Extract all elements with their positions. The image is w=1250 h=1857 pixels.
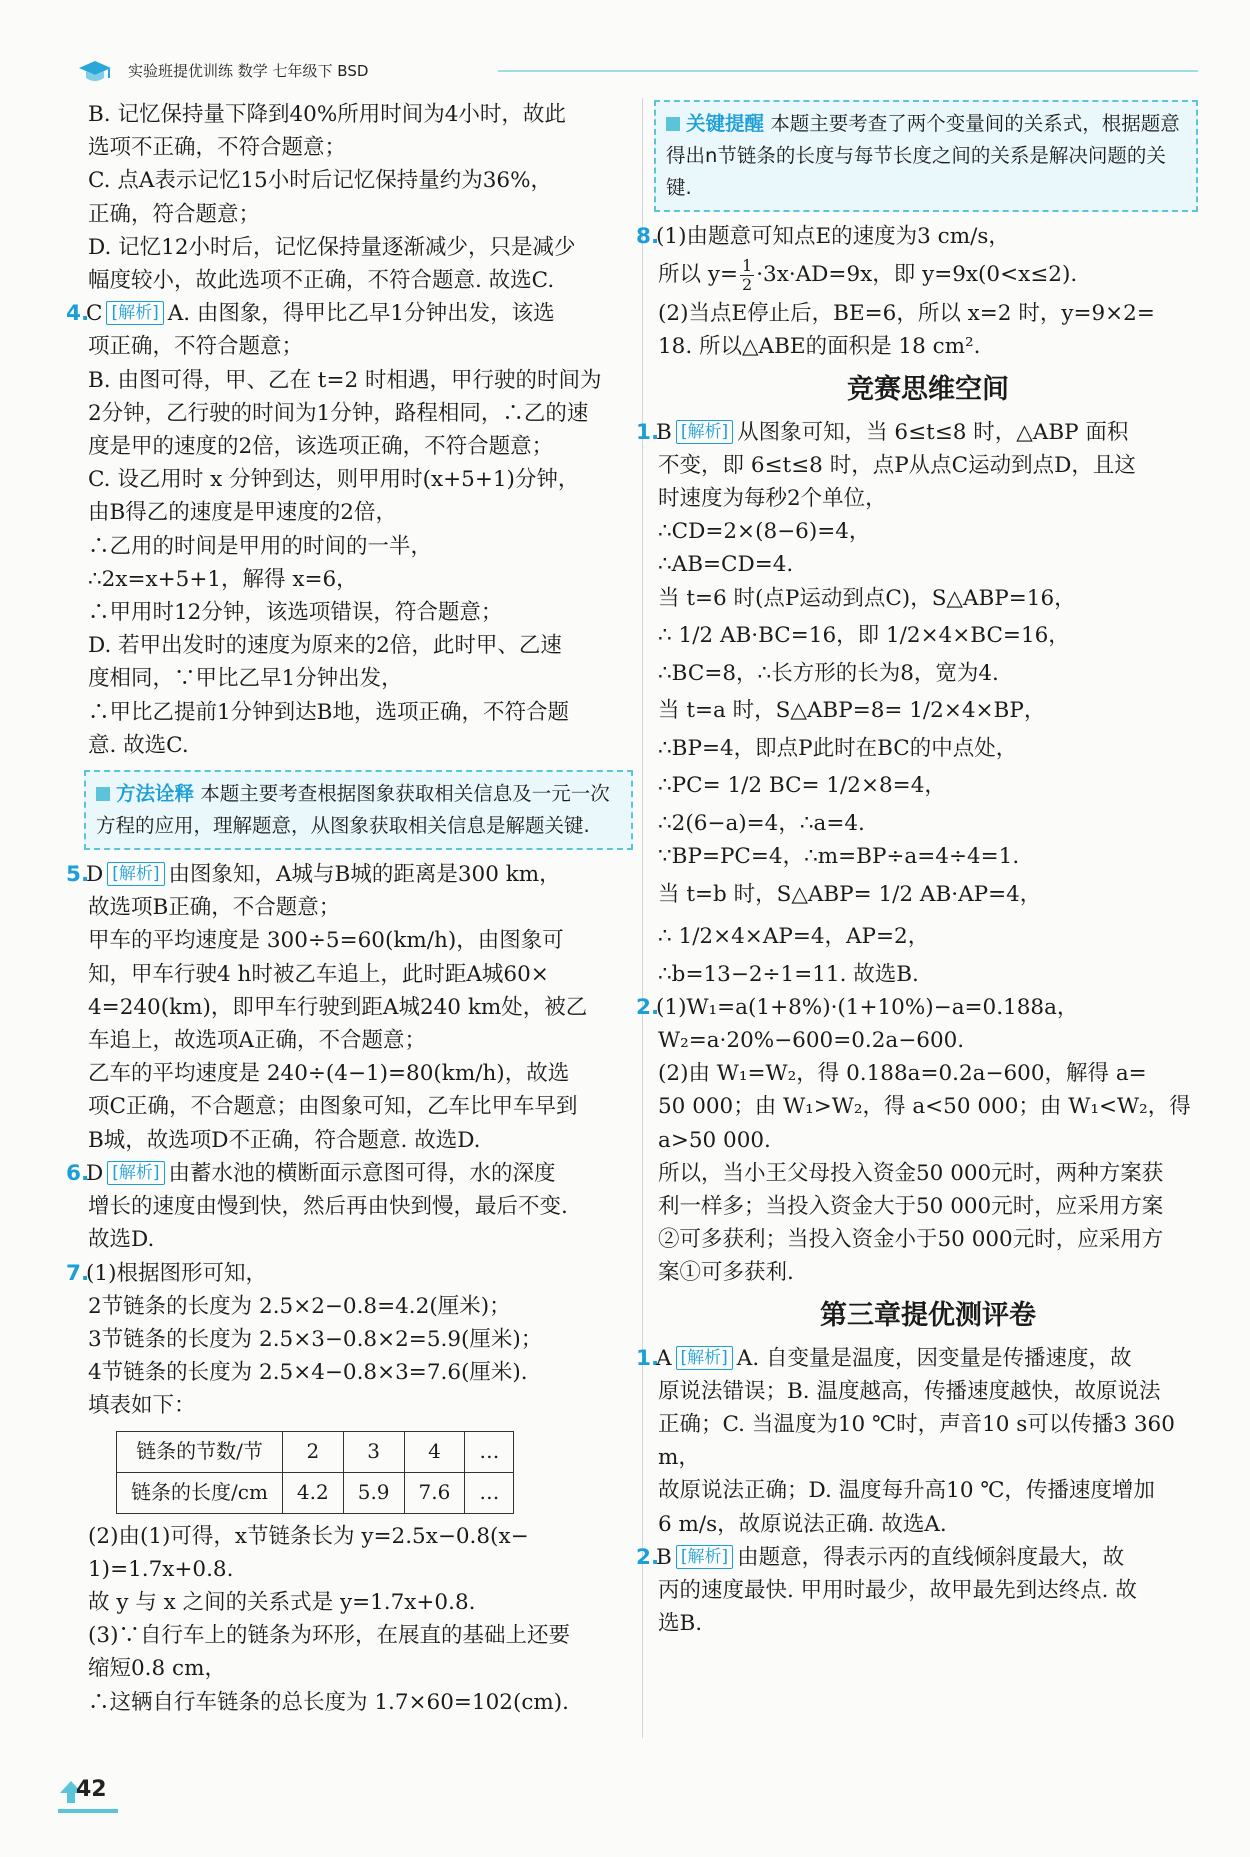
answer-letter: A: [656, 1345, 672, 1371]
formula-suffix: ·3x·AD=9x，即 y=9x(0<x≤2).: [756, 262, 1078, 288]
analysis-tag: [解析]: [106, 301, 163, 325]
test-question-2: [636, 1541, 1198, 1641]
text-line: ∴ 1/2×4×AP=4，AP=2，: [658, 923, 930, 949]
q4-first-line: [66, 297, 633, 330]
q8-formula-line: [658, 253, 1198, 297]
text-line: 当 t=b 时，S△ABP= 1/2 AB·AP=4，: [658, 881, 1042, 907]
text-line: 不变，即 6≤t≤8 时，点P从点C运动到点D，且这: [658, 452, 1136, 478]
question-6: [66, 1157, 633, 1257]
table-cell: 5.9: [343, 1472, 404, 1513]
test-question-1: [636, 1342, 1198, 1541]
question-8: [636, 220, 1198, 364]
table-header-cell: 链条的长度/cm: [117, 1472, 283, 1513]
text-line: D. 记忆12小时后，记忆保持量逐渐减少，只是减少: [88, 234, 576, 260]
q8-first-line: [636, 220, 1198, 253]
q5-first-line: [66, 858, 633, 891]
tip-label: 方法诠释: [116, 782, 195, 806]
tip-text: 本题主要考查了两个变量间的关系式，根据题意得出n节链条的长度与每节长度之间的关系是解决问题的关键.: [666, 112, 1180, 199]
text-line: A. 由图象，得甲比乙早1分钟出发，该选: [167, 301, 555, 327]
text-line: 由蓄水池的横断面示意图可得，水的深度: [168, 1160, 556, 1186]
question-5: [66, 858, 633, 1157]
text-line: 4=240(km)，即甲车行驶到距A城240 km处，被乙: [88, 994, 588, 1020]
q7-first-line: [66, 1257, 633, 1290]
text-line: 意. 故选C.: [88, 732, 189, 758]
text-line: D. 若甲出发时的速度为原来的2倍，此时甲、乙速: [88, 633, 562, 659]
text-line: 选项不正确，不符合题意；: [88, 135, 347, 161]
book-title: 实验班提优训练 数学 七年级下 BSD: [128, 62, 369, 80]
t2-first-line: [636, 1541, 1198, 1574]
text-line: 故选D.: [88, 1227, 155, 1253]
text-line: 4节链条的长度为 2.5×4−0.8×3=7.6(厘米).: [88, 1360, 528, 1386]
text-line: ∵BP=PC=4，∴m=BP÷a=4÷4=1.: [658, 844, 1020, 870]
text-line: 故选项B正确，不合题意；: [88, 895, 341, 921]
text-line: (2)当点E停止后，BE=6，所以 x=2 时，y=9×2=: [658, 301, 1155, 327]
question-7: [66, 1257, 633, 1719]
q6-first-line: [66, 1157, 633, 1190]
text-line: 利一样多；当投入资金大于50 000元时，应采用方案: [658, 1194, 1164, 1220]
footer-bar: [58, 1809, 118, 1813]
question-number: 7.: [66, 1260, 90, 1286]
text-line: 正确，符合题意；: [88, 201, 261, 227]
text-line: 50 000；由 W₁>W₂，得 a<50 000；由 W₁<W₂，得: [658, 1094, 1191, 1120]
c2-first-line: [636, 991, 1198, 1024]
text-line: C. 点A表示记忆15小时后记忆保持量约为36%，: [88, 168, 553, 194]
text-line: 从图象可知，当 6≤t≤8 时，△ABP 面积: [737, 419, 1129, 445]
table-row: [117, 1431, 514, 1472]
text-line: (1)由题意可知点E的速度为3 cm/s，: [656, 224, 1010, 249]
text-line: 故原说法正确；D. 温度每升高10 ℃，传播速度增加: [658, 1478, 1155, 1504]
text-line: (3)∵自行车上的链条为环形，在展直的基础上还要: [88, 1623, 570, 1649]
column-divider: [642, 98, 643, 1738]
section-title: 竞赛思维空间: [847, 373, 1009, 405]
tip-square-icon: [666, 117, 680, 131]
table-cell: 4.2: [282, 1472, 343, 1513]
chain-table: [116, 1431, 514, 1514]
question-number: 8.: [636, 224, 660, 249]
method-tip-box: [84, 770, 633, 850]
text-line: 所以，当小王父母投入资金50 000元时，两种方案获: [658, 1160, 1164, 1186]
text-line: 增长的速度由慢到快，然后再由快到慢，最后不变.: [88, 1194, 568, 1220]
text-line: C. 设乙用时 x 分钟到达，则甲用时(x+5+1)分钟，: [88, 467, 580, 493]
competition-question-1: [636, 416, 1198, 991]
competition-question-2: [636, 991, 1198, 1290]
text-line: ②可多获利；当投入资金小于50 000元时，应采用方: [658, 1227, 1164, 1253]
text-line: 6 m/s，故原说法正确. 故选A.: [658, 1511, 947, 1537]
text-line: A. 自变量是温度，因变量是传播速度，故: [736, 1345, 1132, 1371]
text-line: 缩短0.8 cm，: [88, 1656, 226, 1682]
text-line: (2)由(1)可得，x节链条长为 y=2.5x−0.8(x−: [88, 1523, 529, 1549]
text-line: 18. 所以△ABE的面积是 18 cm².: [658, 334, 981, 360]
text-line: ∴乙用的时间是甲用的时间的一半，: [88, 533, 433, 559]
text-line: 当 t=6 时(点P运动到点C)，S△ABP=16，: [658, 585, 1076, 611]
text-line: 当 t=a 时，S△ABP=8= 1/2×4×BP，: [658, 698, 1046, 724]
text-line: ∴这辆自行车链条的总长度为 1.7×60=102(cm).: [88, 1689, 569, 1715]
table-header-cell: 链条的节数/节: [117, 1431, 283, 1472]
text-line: W₂=a·20%−600=0.2a−600.: [658, 1028, 965, 1054]
fraction: [740, 257, 754, 294]
text-line: 选B.: [658, 1611, 703, 1637]
c1-first-line: [636, 416, 1198, 449]
formula-prefix: 所以 y=: [658, 262, 738, 288]
text-line: 甲车的平均速度是 300÷5=60(km/h)，由图象可: [88, 928, 564, 954]
fraction-denominator: 2: [742, 274, 753, 294]
fraction-numerator: 1: [742, 255, 753, 275]
page-footer: [58, 1777, 138, 1817]
page-header: [78, 58, 1198, 88]
analysis-tag: [解析]: [676, 1346, 733, 1370]
text-line: ∴CD=2×(8−6)=4，: [658, 519, 871, 545]
question-number: 2.: [636, 1544, 660, 1570]
q3-continuation: [88, 98, 633, 297]
text-line: 车追上，故选项A正确，不合题意；: [88, 1028, 427, 1054]
header-rule: [498, 70, 1198, 72]
text-line: 1)=1.7x+0.8.: [88, 1556, 234, 1582]
text-line: 由图象知，A城与B城的距离是300 km，: [168, 862, 561, 888]
question-number: 1.: [636, 1345, 660, 1371]
text-line: ∴ 1/2 AB·BC=16，即 1/2×4×BC=16，: [658, 622, 1070, 648]
text-line: ∴BP=4，即点P此时在BC的中点处，: [658, 736, 1018, 762]
text-line: 项C正确，不合题意；由图象可知，乙车比甲车早到: [88, 1094, 578, 1120]
text-line: 案①可多获利.: [658, 1260, 794, 1286]
question-number: 6.: [66, 1160, 90, 1186]
table-cell: 4: [404, 1431, 465, 1472]
analysis-tag: [解析]: [107, 862, 164, 886]
text-line: ∴BC=8，∴长方形的长为8，宽为4.: [658, 660, 999, 686]
text-line: ∴PC= 1/2 BC= 1/2×8=4，: [658, 773, 946, 799]
key-tip-box: [654, 100, 1198, 212]
text-line: (2)由 W₁=W₂，得 0.188a=0.2a−600，解得 a=: [658, 1061, 1147, 1087]
answer-letter: B: [656, 1544, 672, 1570]
table-row: [117, 1472, 514, 1513]
text-line: 故 y 与 x 之间的关系式是 y=1.7x+0.8.: [88, 1589, 476, 1615]
right-column: [636, 98, 1198, 1641]
page-number: 42: [76, 1777, 107, 1802]
left-column: [66, 98, 633, 1719]
text-line: 正确；C. 当温度为10 ℃时，声音10 s可以传播3 360 m，: [658, 1412, 1175, 1471]
text-line: ∴甲用时12分钟，该选项错误，符合题意；: [88, 600, 503, 626]
text-line: 2分钟，乙行驶的时间为1分钟，路程相同，∴乙的速: [88, 400, 589, 426]
table-cell: …: [465, 1431, 514, 1472]
question-number: 1.: [636, 419, 660, 445]
tip-label: 关键提醒: [686, 112, 765, 135]
text-line: 幅度较小，故此选项不正确，不符合题意. 故选C.: [88, 268, 555, 294]
question-number: 2.: [636, 994, 660, 1020]
text-line: 2节链条的长度为 2.5×2−0.8=4.2(厘米)；: [88, 1293, 511, 1319]
text-line: 由B得乙的速度是甲速度的2倍，: [88, 500, 397, 526]
table-cell: …: [465, 1472, 514, 1513]
text-line: (1)W₁=a(1+8%)·(1+10%)−a=0.188a，: [656, 994, 1079, 1020]
analysis-tag: [解析]: [676, 420, 733, 444]
question-4: [66, 297, 633, 762]
text-line: ∴2(6−a)=4，∴a=4.: [658, 811, 865, 837]
text-line: ∴甲比乙提前1分钟到达B地，选项正确，不符合题: [88, 699, 569, 725]
text-line: 知，甲车行驶4 h时被乙车追上，此时距A城60×: [88, 961, 549, 987]
text-line: 项正确，不符合题意；: [88, 334, 304, 360]
analysis-tag: [解析]: [107, 1161, 164, 1185]
analysis-tag: [解析]: [676, 1545, 733, 1569]
table-cell: 2: [282, 1431, 343, 1472]
answer-letter: B: [656, 419, 672, 445]
question-number: 4.: [66, 301, 90, 327]
answer-letter: C: [86, 301, 103, 327]
text-line: 原说法错误；B. 温度越高，传播速度越快，故原说法: [658, 1378, 1161, 1404]
text-line: a>50 000.: [658, 1127, 771, 1153]
answer-letter: D: [86, 1160, 104, 1186]
text-line: ∴AB=CD=4.: [658, 552, 794, 578]
text-line: (1)根据图形可知，: [86, 1260, 267, 1286]
graduation-cap-icon: [78, 58, 112, 86]
text-line: 度相同，∵甲比乙早1分钟出发，: [88, 666, 403, 692]
text-line: 度是甲的速度的2倍，该选项正确，不符合题意；: [88, 434, 554, 460]
text-line: 由题意，得表示丙的直线倾斜度最大，故: [737, 1544, 1125, 1570]
answer-letter: D: [86, 862, 104, 888]
text-line: B. 记忆保持量下降到40%所用时间为4小时，故此: [88, 102, 566, 127]
text-line: 乙车的平均速度是 240÷(4−1)=80(km/h)，故选: [88, 1061, 570, 1087]
text-line: B城，故选项D不正确，符合题意. 故选D.: [88, 1127, 481, 1153]
question-number: 5.: [66, 862, 90, 888]
text-line: ∴b=13−2÷1=11. 故选B.: [658, 961, 919, 987]
text-line: B. 由图可得，甲、乙在 t=2 时相遇，甲行驶的时间为: [88, 367, 602, 393]
table-cell: 7.6: [404, 1472, 465, 1513]
text-line: 3节链条的长度为 2.5×3−0.8×2=5.9(厘米)；: [88, 1326, 543, 1352]
t1-first-line: [636, 1342, 1198, 1375]
tip-text: 本题主要考查根据图象获取相关信息及一元一次方程的应用，理解题意，从图象获取相关信息是解题关键.: [96, 782, 610, 838]
text-line: ∴2x=x+5+1，解得 x=6，: [88, 566, 358, 592]
text-line: 丙的速度最快. 甲用时最少，故甲最先到达终点. 故: [658, 1578, 1137, 1604]
section-title: 第三章提优测评卷: [820, 1299, 1036, 1331]
text-line: 时速度为每秒2个单位，: [658, 486, 887, 512]
text-line: 填表如下：: [88, 1393, 196, 1419]
table-cell: 3: [343, 1431, 404, 1472]
tip-square-icon: [96, 787, 110, 801]
